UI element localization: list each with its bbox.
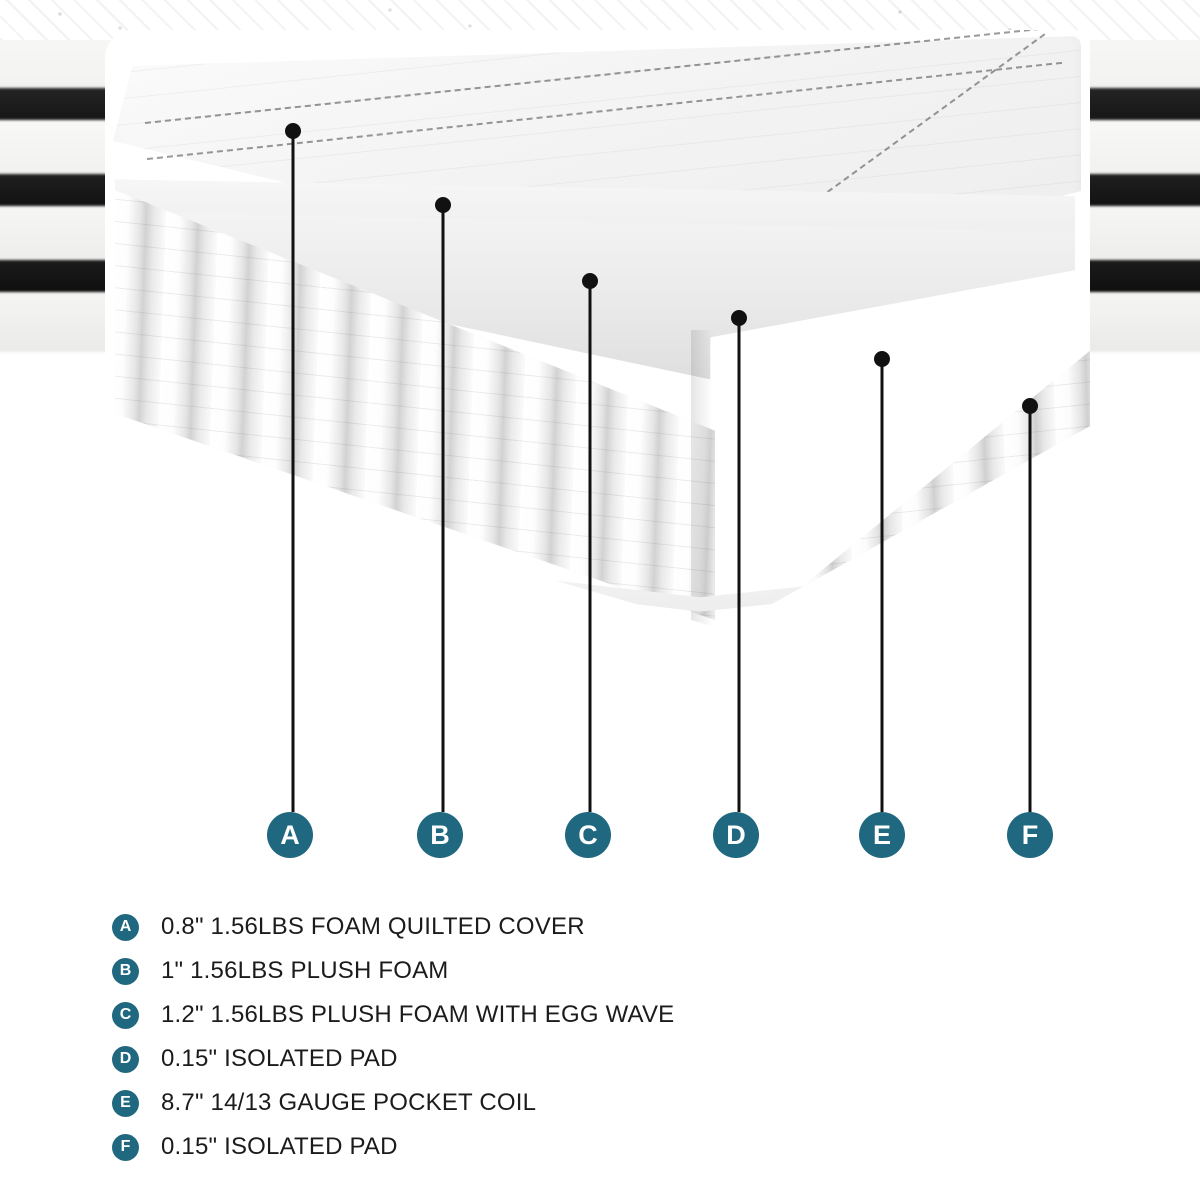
list-item <box>112 993 1112 1037</box>
legend-label-f: 0.15" ISOLATED PAD <box>161 1133 398 1160</box>
legend-badge-a: A <box>112 914 139 941</box>
legend-label-e: 8.7" 14/13 GAUGE POCKET COIL <box>161 1089 537 1116</box>
list-item <box>112 1125 1112 1169</box>
legend-list <box>112 905 1112 1169</box>
legend-badge-d: D <box>112 1046 139 1073</box>
callout-badge-a: A <box>267 812 313 858</box>
coil-corner-shadow <box>691 330 713 630</box>
callout-badge-b: B <box>417 812 463 858</box>
legend-badge-e: E <box>112 1090 139 1117</box>
callout-badge-d: D <box>713 812 759 858</box>
list-item <box>112 905 1112 949</box>
list-item <box>112 1037 1112 1081</box>
list-item <box>112 949 1112 993</box>
legend-label-a: 0.8" 1.56LBS FOAM QUILTED COVER <box>161 913 585 940</box>
legend-badge-c: C <box>112 1002 139 1029</box>
legend-badge-b: B <box>112 958 139 985</box>
legend-label-b: 1" 1.56LBS PLUSH FOAM <box>161 957 449 984</box>
callout-badge-c: C <box>565 812 611 858</box>
legend-label-d: 0.15" ISOLATED PAD <box>161 1045 398 1072</box>
callout-badge-e: E <box>859 812 905 858</box>
legend-label-c: 1.2" 1.56LBS PLUSH FOAM WITH EGG WAVE <box>161 1001 675 1028</box>
callout-badge-f: F <box>1007 812 1053 858</box>
legend-badge-f: F <box>112 1134 139 1161</box>
list-item <box>112 1081 1112 1125</box>
cutaway-corner-highlight <box>105 30 1090 630</box>
